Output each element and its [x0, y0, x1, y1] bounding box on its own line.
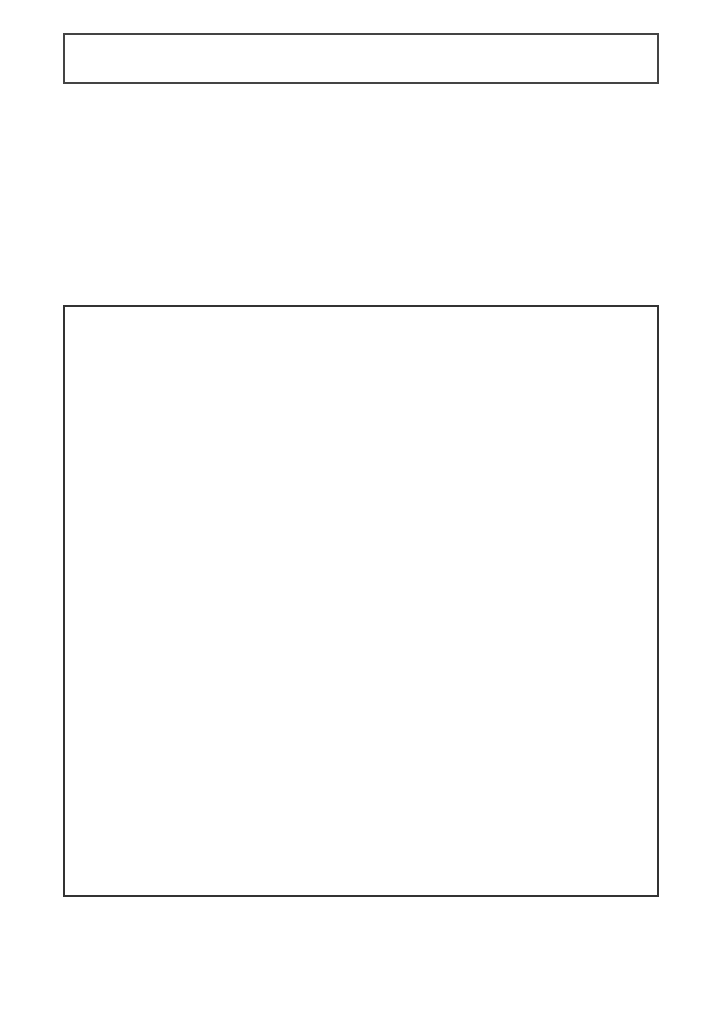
athlete-grid	[63, 305, 659, 897]
previous-page-id-table	[63, 33, 659, 84]
